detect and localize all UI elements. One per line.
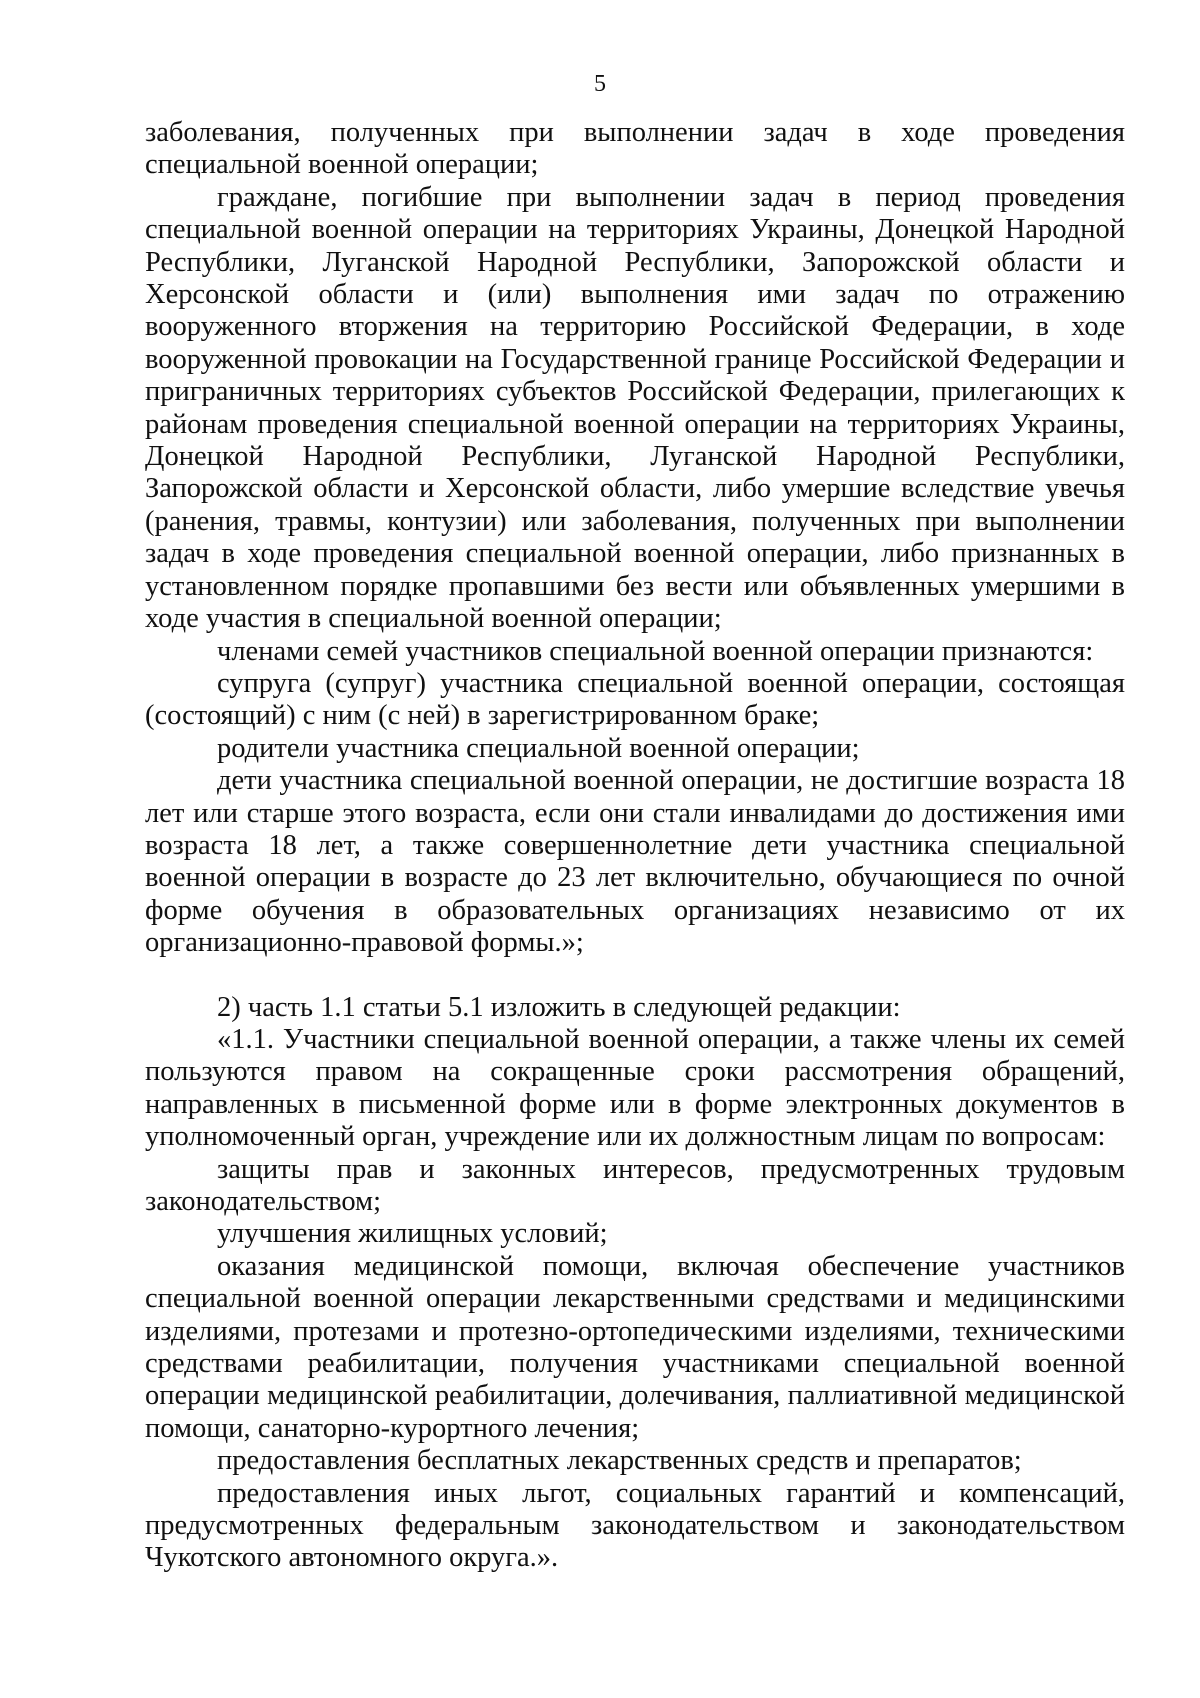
paragraph-gap	[145, 960, 1125, 992]
paragraph: «1.1. Участники специальной военной операции, а также члены их семей пользуются правом на сокращенные сроки рассмотрения обращений, направленных в письменной форме или в форме электронных документов в уполномоченный орган, учреждение или их должностным лицам по вопросам:	[145, 1023, 1125, 1153]
paragraph: родители участника специальной военной операции;	[217, 732, 860, 764]
paragraph: дети участника специальной военной операции, не достигшие возраста 18 лет или старше этого возраста, если они стали инвалидами до достижения ими возраста 18 лет, а также совершеннолетние дети участника специальной военной операции в возрасте до 23 лет включительно, обучающиеся по очной форме обучения в образовательных организациях независимо от их организационно-правовой формы.»;	[145, 765, 1125, 959]
page-number: 5	[594, 71, 606, 97]
paragraph: предоставления бесплатных лекарственных средств и препаратов;	[217, 1445, 1022, 1477]
paragraph: оказания медицинской помощи, включая обеспечение участников специальной военной операции лекарственными средствами и медицинскими изделиями, протезами и протезно-ортопедическими изделиями, техническими средствами реабилитации, получения участниками специальной военной операции медицинской реабилитации, долечивания, паллиативной медицинской помощи, санаторно-курортного лечения;	[145, 1250, 1125, 1444]
paragraph: улучшения жилищных условий;	[217, 1218, 608, 1250]
paragraph: предоставления иных льгот, социальных гарантий и компенсаций, предусмотренных федеральным законодательством и законодательством Чукотского автономного округа.».	[145, 1477, 1125, 1574]
paragraph: граждане, погибшие при выполнении задач в период проведения специальной военной операции на территориях Украины, Донецкой Народной Республики, Луганской Народной Республики, Запорожской области и Херсонской области и (или) выполнения ими задач по отражению вооруженного вторжения на территорию Российской Федерации, в ходе вооруженной провокации на Государственной границе Российской Федерации и приграничных территориях субъектов Российской Федерации, прилегающих к районам проведения специальной военной операции на территориях Украины, Донецкой Народной Республики, Луганской Народной Республики, Запорожской области и Херсонской области, либо умершие вследствие увечья (ранения, травмы, контузии) или заболевания, полученных при выполнении задач в ходе проведения специальной военной операции, либо признанных в установленном порядке пропавшими без вести или объявленных умершими в ходе участия в специальной военной операции;	[145, 181, 1125, 635]
paragraph: членами семей участников специальной военной операции признаются:	[217, 635, 1094, 667]
document-body	[145, 117, 1125, 1575]
paragraph: заболевания, полученных при выполнении задач в ходе проведения специальной военной операции;	[145, 117, 1125, 181]
paragraph: супруга (супруг) участника специальной военной операции, состоящая (состоящий) с ним (с ней) в зарегистрированном браке;	[145, 667, 1125, 732]
paragraph: 2) часть 1.1 статьи 5.1 изложить в следующей редакции:	[217, 991, 901, 1023]
paragraph: защиты прав и законных интересов, предусмотренных трудовым законодательством;	[145, 1153, 1125, 1217]
